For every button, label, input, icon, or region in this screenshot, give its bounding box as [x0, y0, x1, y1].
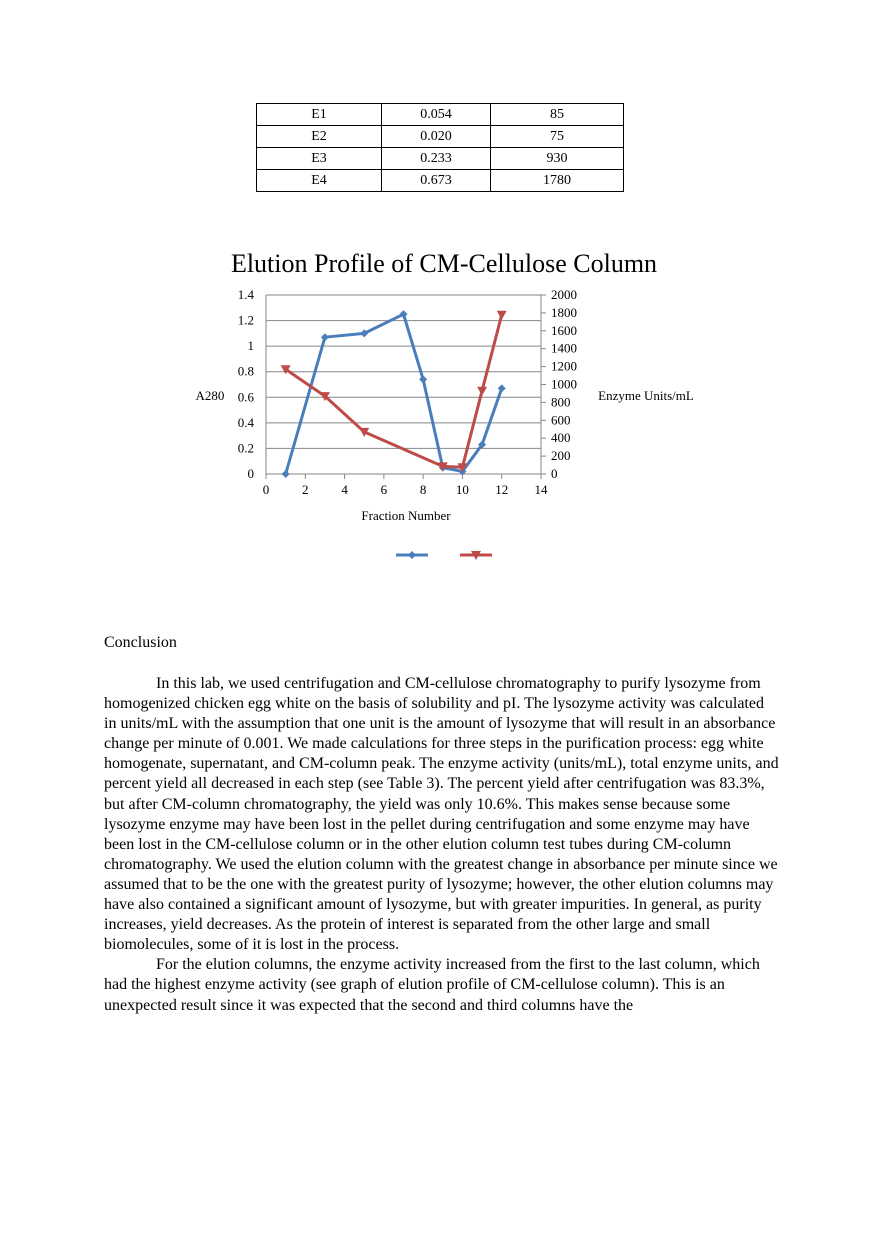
table-cell: 85 — [491, 104, 624, 126]
chart-title: Elution Profile of CM-Cellulose Column — [230, 249, 658, 278]
section-heading: Conclusion — [104, 634, 177, 651]
x-tick-label: 12 — [495, 482, 509, 497]
chart-legend — [396, 551, 492, 560]
y-tick-label: 0 — [247, 466, 254, 481]
y2-axis-label: Enzyme Units/mL — [598, 388, 694, 403]
data-point — [419, 375, 427, 383]
y2-tick-label: 200 — [551, 448, 571, 464]
y-tick-label: 1.2 — [237, 312, 254, 328]
y2-tick-label: 400 — [551, 430, 571, 446]
x-tick-label: 10 — [455, 482, 469, 497]
table-cell: 0.020 — [382, 126, 491, 148]
x-axis-label: Fraction Number — [361, 508, 451, 523]
table-cell: E1 — [257, 104, 382, 126]
table-row — [257, 148, 624, 170]
y-tick-label: 0.4 — [237, 414, 254, 430]
table-cell: 930 — [491, 148, 624, 170]
y2-tick-label: 2000 — [551, 287, 577, 302]
series-line-1 — [286, 314, 502, 474]
data-point — [282, 470, 290, 478]
x-tick-label: 0 — [262, 482, 270, 497]
table-cell: 1780 — [491, 170, 624, 192]
table-cell: 75 — [491, 126, 624, 148]
x-tick-label: 8 — [419, 482, 427, 497]
conclusion-text — [104, 674, 780, 1016]
table-row — [257, 104, 624, 126]
y2-tick-label: 1200 — [551, 358, 577, 374]
y-tick-label: 1 — [247, 338, 254, 354]
data-point — [497, 311, 507, 320]
series-line-2 — [286, 315, 502, 468]
y-tick-label: 1.4 — [237, 287, 254, 302]
paragraph: For the elution columns, the enzyme activity increased from the first to the last column, which had the highest enzyme activity (see graph of elution profile of CM-cellulose column). This is an unexpected result since it was expected that the second and third columns have the — [104, 956, 760, 1014]
y2-tick-label: 1800 — [551, 304, 577, 320]
y2-tick-label: 600 — [551, 412, 571, 428]
table-row — [257, 126, 624, 148]
table-cell: E2 — [257, 126, 382, 148]
table-cell: 0.054 — [382, 104, 491, 126]
data-table — [256, 103, 624, 192]
y2-tick-label: 800 — [551, 394, 571, 410]
x-tick-label: 2 — [302, 482, 309, 497]
table-cell: E3 — [257, 148, 382, 170]
table-cell: 0.233 — [382, 148, 491, 170]
y-axis-label: A280 — [195, 388, 225, 403]
x-tick-label: 4 — [341, 482, 348, 497]
table-cell: E4 — [257, 170, 382, 192]
y2-tick-label: 1400 — [551, 340, 577, 356]
y-tick-label: 0.2 — [237, 440, 254, 456]
x-tick-label: 14 — [534, 482, 548, 497]
table-row — [257, 170, 624, 192]
y-tick-label: 0.8 — [237, 363, 254, 379]
paragraph: In this lab, we used centrifugation and CM-cellulose chromatography to purify lysozyme from homogenized chicken egg white on the basis of solubility and pI. The lysozyme activity was calculated in units/mL with the assumption that one unit is the amount of lysozyme that will result in an absorbance change per minute of 0.001. We made calculations for three steps in the purification process: egg white homogenate, supernatant, and CM-column peak. The enzyme activity (units/mL), total enzyme units, and percent yield all decreased in each step (see Table 3). The percent yield after centrifugation was 83.3%, but after CM-column chromatography, the yield was only 10.6%. This makes sense because some lysozyme enzyme may have been lost in the pellet during centrifugation and some enzyme may have been lost in the CM-cellulose column or in the other elution column test tubes during CM-column chromatography. We used the elution column with the greatest change in absorbance per minute since we assumed that to be the one with the greatest purity of lysozyme; however, the other elution columns may have also contained a significant amount of lysozyme, but with greater impurities. In general, as purity increases, yield decreases. As the protein of interest is separated from the other large and small biomolecules, some of it is lost in the process. — [104, 675, 779, 954]
data-point — [498, 384, 506, 392]
chart-series — [281, 310, 507, 478]
y2-tick-label: 0 — [551, 466, 558, 481]
data-point — [321, 333, 329, 341]
elution-profile-chart — [180, 240, 720, 570]
legend-marker — [408, 551, 416, 559]
x-tick-label: 6 — [380, 482, 388, 497]
y2-tick-label: 1000 — [551, 376, 577, 392]
table-cell: 0.673 — [382, 170, 491, 192]
data-point — [477, 387, 487, 396]
y-tick-label: 0.6 — [237, 389, 254, 405]
y2-tick-label: 1600 — [551, 322, 577, 338]
